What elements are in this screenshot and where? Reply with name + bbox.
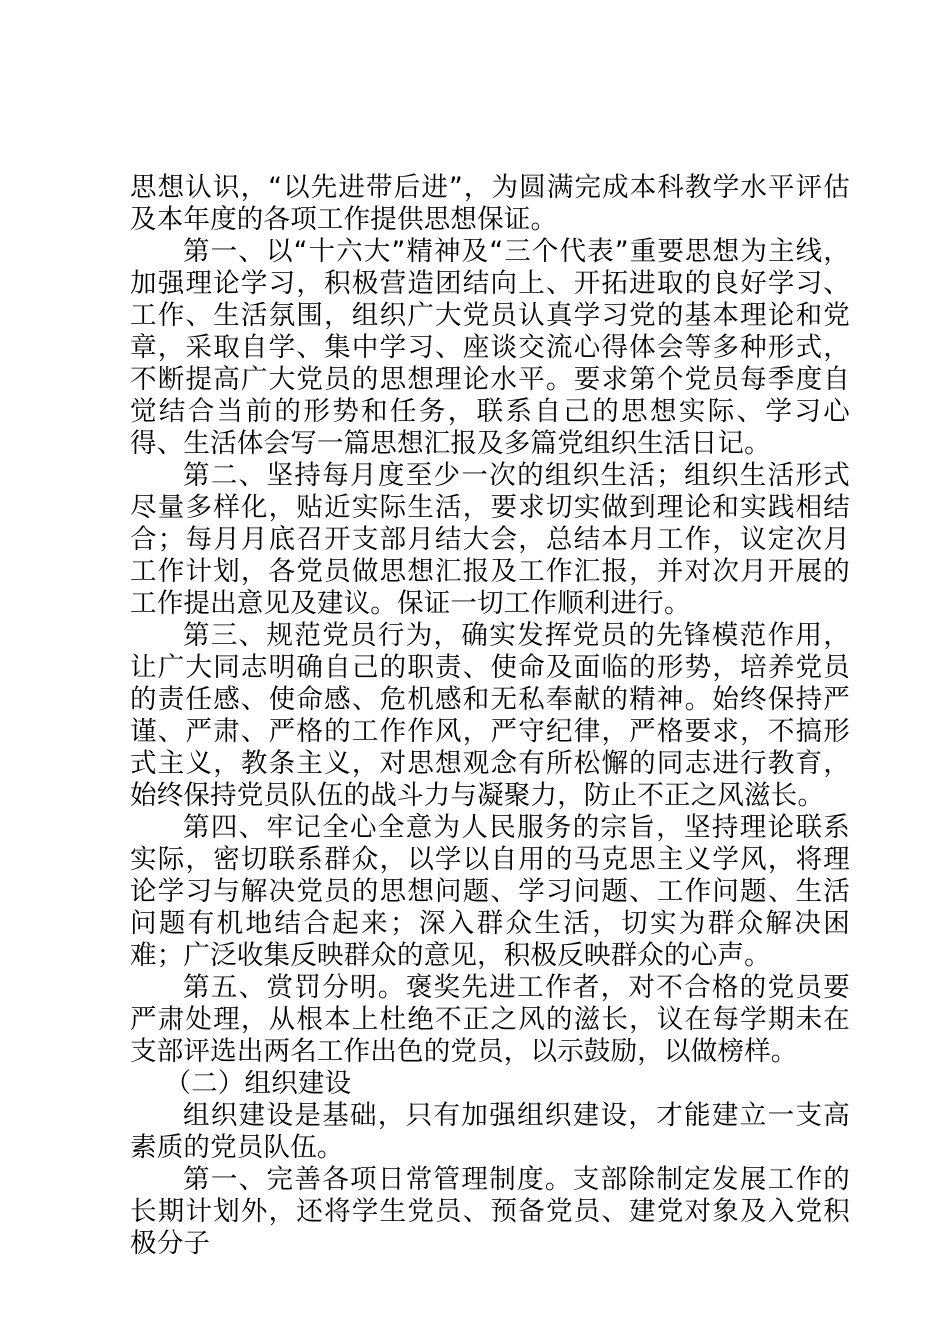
section-heading-organization: （二）组织建设 — [164, 1068, 352, 1099]
paragraph-organization-point-one: 第一、完善各项日常管理制度。支部除制定发展工作的长期计划外，还将学生党员、预备党员、建党对象及入党积极分子 — [130, 1164, 850, 1259]
paragraph-point-three: 第三、规范党员行为，确实发挥党员的先锋模范作用，让广大同志明确自己的职责、使命及面临的形势，培养党员的责任感、使命感、危机感和无私奉献的精神。始终保持严谨、严肃、严格的工作作风，严守纪律，严格要求，不搞形式主义，教条主义，对思想观念有所松懈的同志进行教育，始终保持党员队伍的战斗力与凝聚力，防止不正之风滋长。 — [130, 620, 850, 811]
paragraph-point-five: 第五、赏罚分明。褒奖先进工作者，对不合格的党员要严肃处理，从根本上杜绝不正之风的滋长，议在每学期未在支部评选出两名工作出色的党员，以示鼓励，以做榜样。 — [130, 972, 850, 1067]
document-body — [130, 172, 850, 1260]
paragraph-point-one: 第一、以“十六大”精神及“三个代表”重要思想为主线，加强理论学习，积极营造团结向上、开拓进取的良好学习、工作、生活氛围，组织广大党员认真学习党的基本理论和党章，采取自学、集中学习、座谈交流心得体会等多种形式，不断提高广大党员的思想理论水平。要求第个党员每季度自觉结合当前的形势和任务，联系自己的思想实际、学习心得、生活体会写一篇思想汇报及多篇党组织生活日记。 — [130, 236, 850, 459]
paragraph-point-two: 第二、坚持每月度至少一次的组织生活；组织生活形式尽量多样化，贴近实际生活，要求切实做到理论和实践相结合；每月月底召开支部月结大会，总结本月工作，议定次月工作计划，各党员做思想汇报及工作汇报，并对次月开展的工作提出意见及建议。保证一切工作顺利进行。 — [130, 460, 850, 619]
paragraph-continuation: 思想认识，“以先进带后进”，为圆满完成本科教学水平评估及本年度的各项工作提供思想保证。 — [130, 172, 850, 235]
paragraph-point-four: 第四、牢记全心全意为人民服务的宗旨，坚持理论联系实际，密切联系群众，以学以自用的马克思主义学风，将理论学习与解决党员的思想问题、学习问题、工作问题、生活问题有机地结合起来；深入群众生活，切实为群众解决困难；广泛收集反映群众的意见，积极反映群众的心声。 — [130, 812, 850, 971]
paragraph-organization-intro: 组织建设是基础，只有加强组织建设，才能建立一支高素质的党员队伍。 — [130, 1100, 850, 1163]
